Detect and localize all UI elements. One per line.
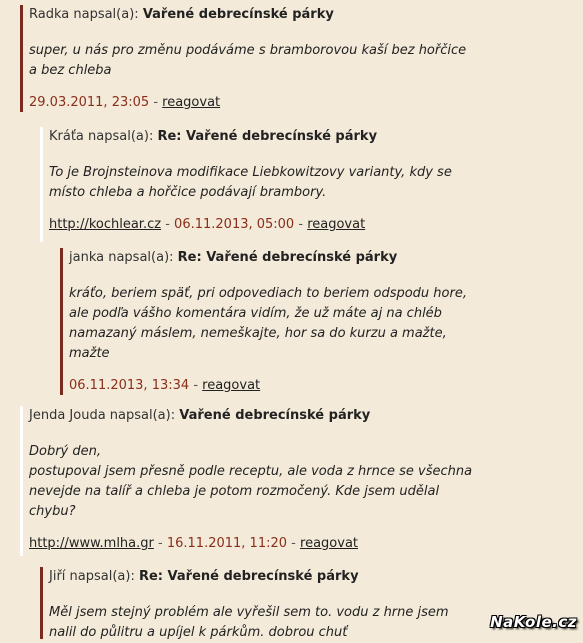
comment-line: nalil do půlitru a upíjel k párkům. dobrou chuť — [49, 625, 348, 640]
comment-header — [49, 567, 583, 587]
comment-janka — [60, 248, 583, 395]
comment-meta — [49, 215, 583, 235]
comment-date: 29.03.2011, 23:05 — [29, 95, 150, 110]
reply-link[interactable]: reagovat — [162, 95, 221, 110]
separator: - — [298, 217, 304, 232]
comment-date: 06.11.2013, 05:00 — [174, 217, 295, 232]
comment-header — [49, 127, 583, 147]
comment-header — [29, 406, 583, 426]
comment-title: Vařené debrecínské párky — [142, 7, 334, 22]
comment-title: Re: Vařené debrecínské párky — [177, 250, 398, 265]
comment-header — [69, 248, 583, 268]
reply-link[interactable]: reagovat — [202, 378, 261, 393]
comment-line: postupoval jsem přesně podle receptu, ale voda z hrnce se všechna — [29, 464, 473, 479]
comment-line: ale podľa vášho komentára vidím, že už máte aj na chléb — [69, 306, 442, 321]
site-watermark: NaKole.cz — [490, 613, 577, 631]
comment-line: nevejde na talíř a chleba je potom rozmočený. Kde jsem udělal — [29, 484, 440, 499]
comment-body — [29, 41, 583, 81]
comment-line: kráťo, beriem späť, pri odpovediach to beriem odspodu hore, — [69, 286, 467, 301]
comment-date: 16.11.2011, 11:20 — [166, 536, 288, 551]
separator: - — [291, 536, 296, 551]
comment-line: chybu? — [29, 504, 76, 519]
comment-line: Měl jsem stejný problém ale vyřešil sem to. vodu z hrne jsem — [49, 605, 449, 620]
comment-line: super, u nás pro změnu podáváme s bramborovou kaší bez hořčice — [29, 43, 467, 58]
comment-line: Dobrý den, — [29, 444, 102, 459]
comment-body — [29, 442, 583, 522]
comment-meta — [29, 93, 583, 113]
comment-meta — [29, 534, 583, 554]
comment-line: mažte — [69, 346, 110, 361]
comment-krata — [40, 127, 583, 242]
comment-line: To je Brojnsteinova modifikace Liebkowitzovy varianty, kdy se — [49, 165, 452, 180]
comment-title: Re: Vařené debrecínské párky — [138, 569, 359, 584]
comment-author: Jiří napsal(a): — [49, 569, 135, 584]
separator: - — [153, 95, 159, 110]
author-website-link[interactable]: http://kochlear.cz — [49, 217, 162, 232]
comment-body — [49, 163, 583, 203]
comment-author: Radka napsal(a): — [29, 7, 139, 22]
comment-line: namazaný máslem, nemeškajte, hor sa do kurzu a mažte, — [69, 326, 447, 341]
comment-title: Vařené debrecínské párky — [179, 408, 371, 423]
comment-author: Jenda Jouda napsal(a): — [29, 408, 176, 423]
author-website-link[interactable]: http://www.mlha.gr — [29, 536, 154, 551]
comment-line: a bez chleba — [29, 63, 112, 78]
comment-meta — [69, 376, 583, 396]
comment-jenda-jouda — [20, 406, 583, 556]
comment-author: janka napsal(a): — [69, 250, 174, 265]
comment-title: Re: Vařené debrecínské párky — [157, 129, 378, 144]
reply-link[interactable]: reagovat — [307, 217, 366, 232]
separator: - — [165, 217, 170, 232]
comment-date: 06.11.2013, 13:34 — [69, 378, 190, 393]
comment-header — [29, 5, 583, 25]
comment-body — [69, 284, 583, 364]
comment-line: místo chleba a hořčice podávají brambory. — [49, 185, 327, 200]
reply-link[interactable]: reagovat — [300, 536, 359, 551]
separator: - — [158, 536, 163, 551]
comment-author: Kráťa napsal(a): — [49, 129, 154, 144]
comment-radka — [20, 5, 583, 112]
separator: - — [193, 378, 199, 393]
